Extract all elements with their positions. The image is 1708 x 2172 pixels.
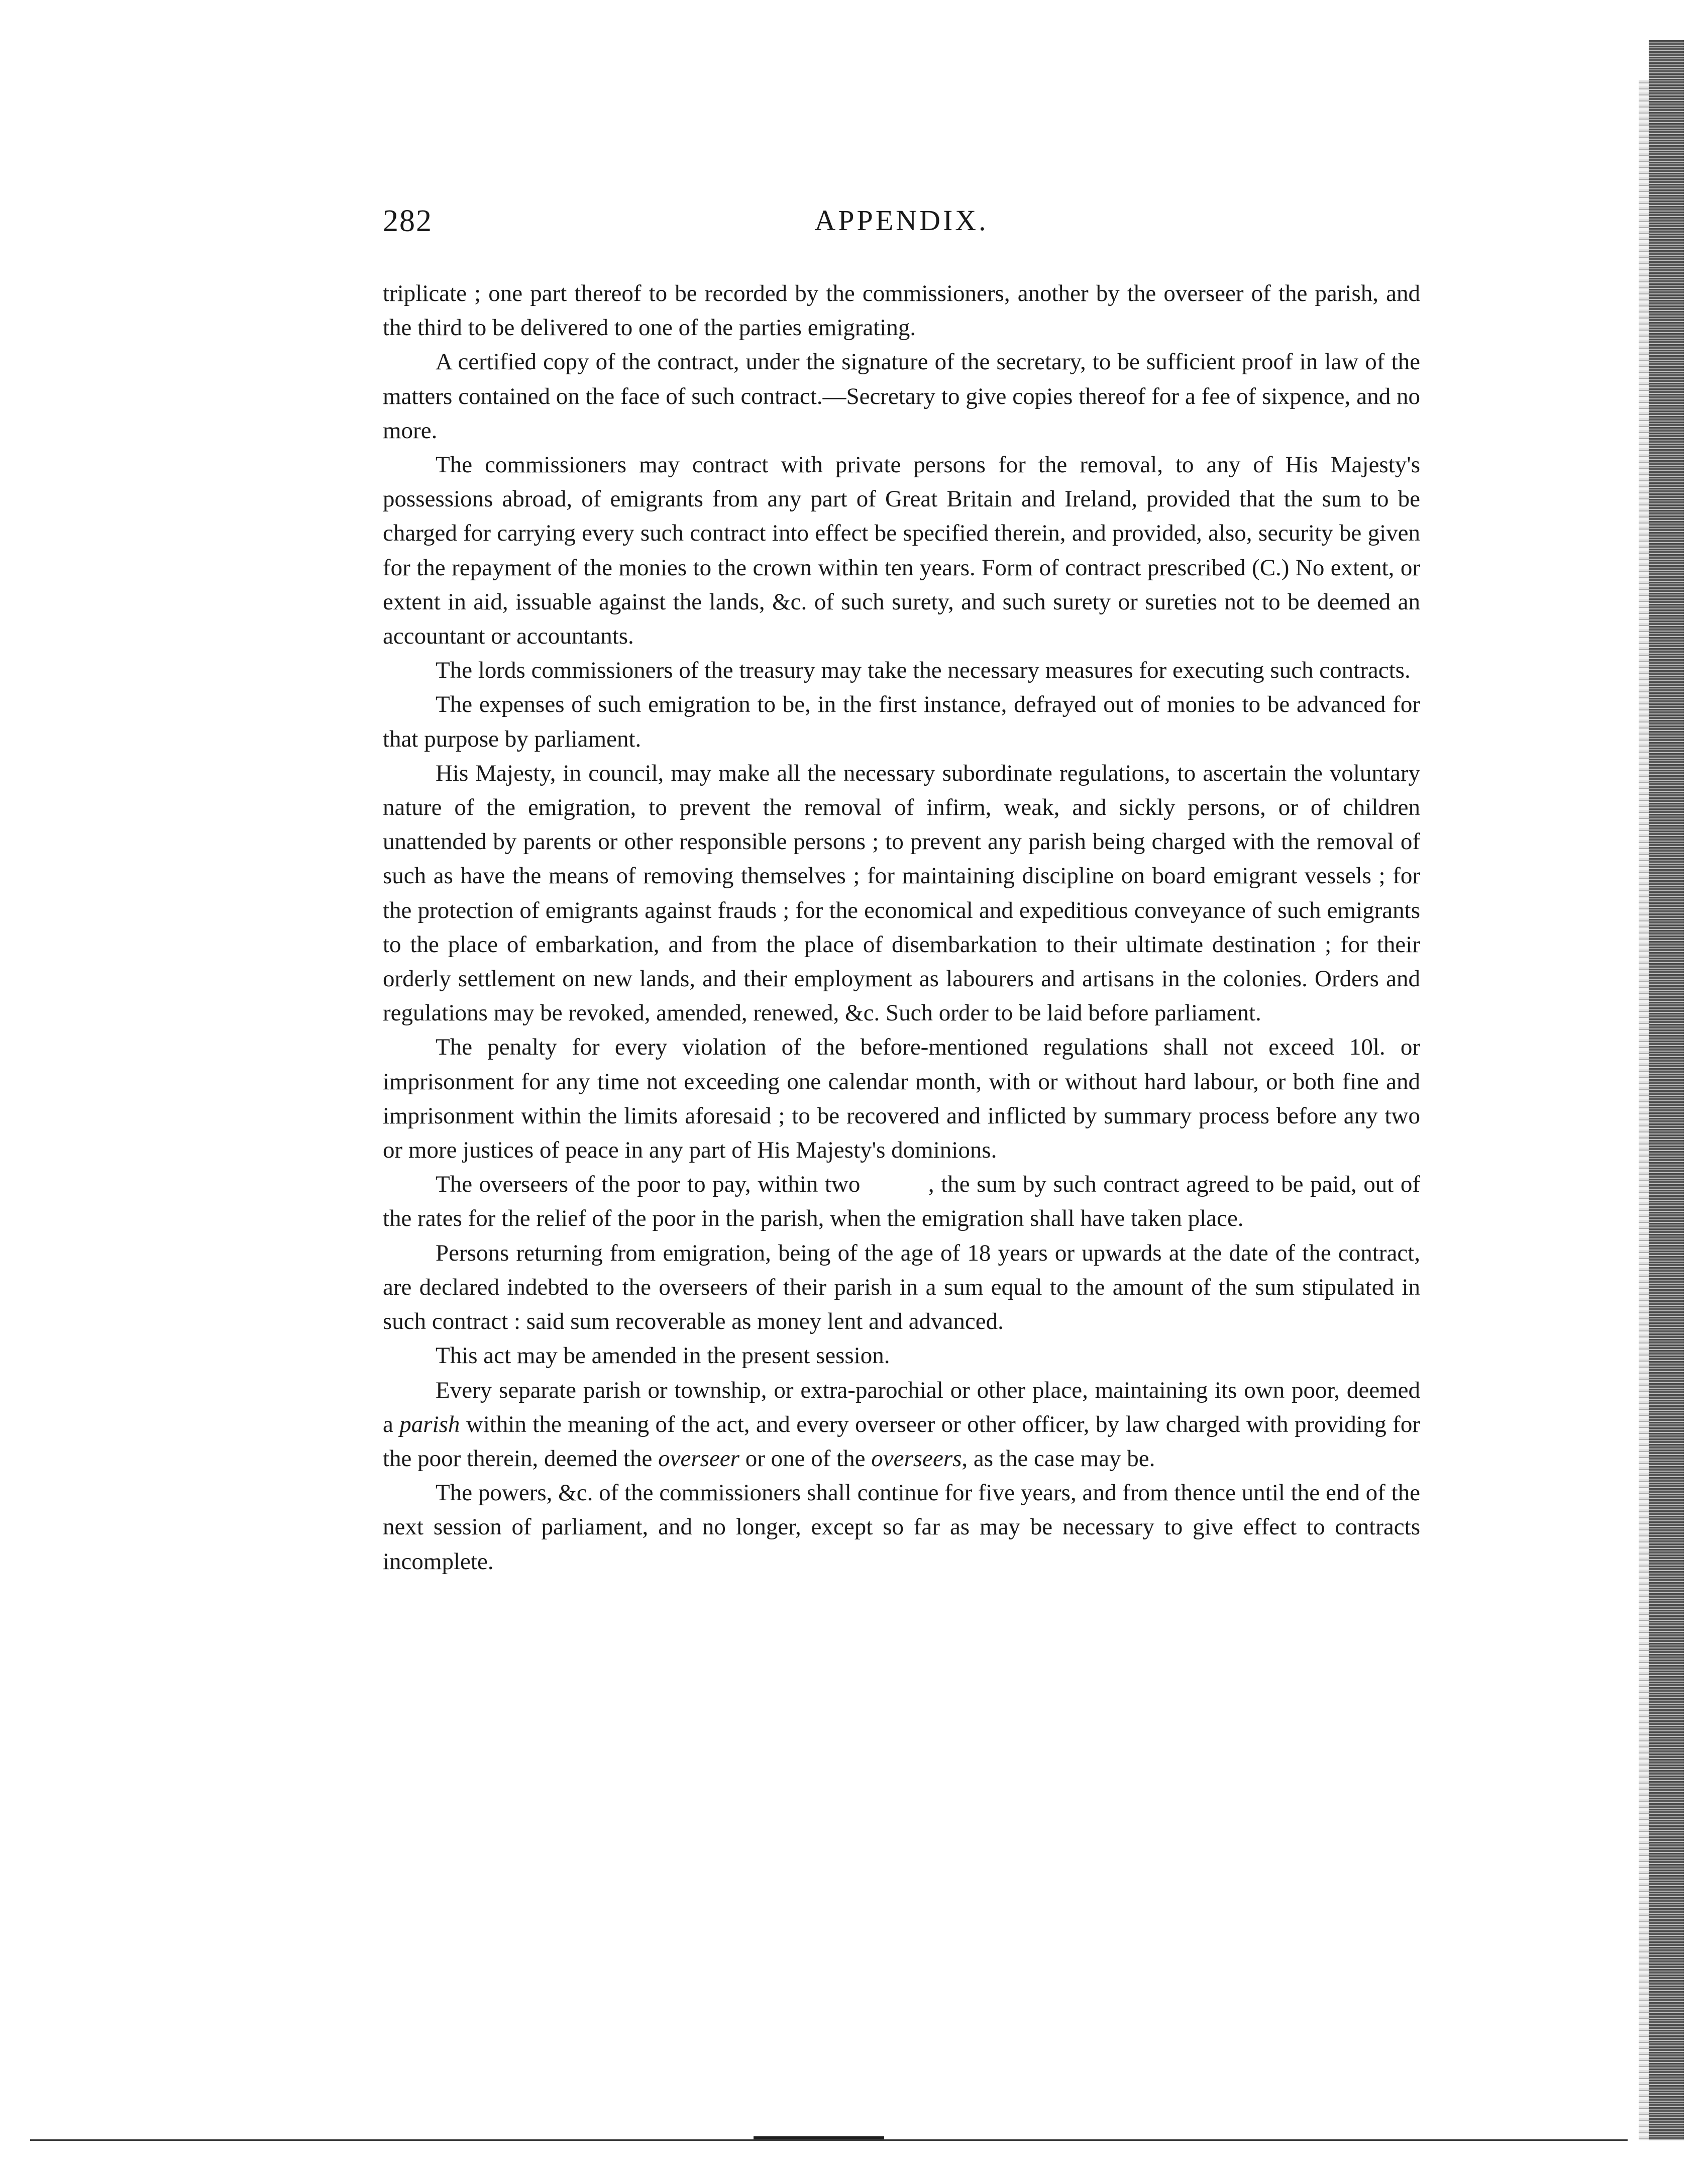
paragraph-continuation: triplicate ; one part thereof to be recorded by the commissioners, another by the overseer of the parish, and the third to be delivered to one of the parties emigrating.	[383, 280, 1420, 341]
paragraph-amendment: This act may be amended in the present session.	[436, 1342, 890, 1369]
paragraph-duration: The powers, &c. of the commissioners shall continue for five years, and from thence until the end of the next session of parliament, and no longer, except so far as may be necessary to give effect to contracts incomplete.	[383, 1480, 1420, 1575]
body-text	[383, 276, 1426, 1579]
term-overseer: overseer	[658, 1445, 739, 1472]
bottom-rule-mark	[754, 2136, 884, 2139]
paragraph-parish-definition	[383, 1373, 1420, 1476]
parish-definition-text: Every separate parish or township, or extra-parochial or other place, maintaining its own poor, deemed a	[383, 1377, 1420, 1437]
running-head	[383, 203, 1420, 249]
page-title: APPENDIX.	[814, 204, 989, 237]
page-number: 282	[383, 204, 433, 238]
page-edge-shadow	[1639, 80, 1650, 2140]
term-parish: parish	[399, 1411, 460, 1437]
parish-definition-text: or one of the	[739, 1445, 872, 1472]
parish-definition-text: within the meaning of the act, and every overseer or other officer, by law charged with providing for the poor therein, deemed the	[383, 1411, 1420, 1472]
paragraph-penalty: The penalty for every violation of the before-mentioned regulations shall not exceed 10l. or imprisonment for any time not exceeding one calendar month, with or without hard labour, or both fine and imprisonment within the limits aforesaid ; to be recovered and inflicted by summary process before any two or more justices of peace in any part of His Majesty's dominions.	[383, 1034, 1420, 1164]
paragraph-private-contracts: The commissioners may contract with private persons for the removal, to any of His Majesty's possessions abroad, of emigrants from any part of Great Britain and Ireland, provided that the sum to be charged for carrying every such contract into effect be specified therein, and provided, also, security be given for the repayment of the monies to the crown within ten years. Form of contract prescribed (C.) No extent, or extent in aid, issuable against the lands, &c. of such surety, and such surety or sureties not to be deemed an accountant or accountants.	[383, 452, 1420, 650]
parish-definition-text: , as the case may be.	[962, 1445, 1155, 1472]
paragraph-overseers-pay: The overseers of the poor to pay, within two , the sum by such contract agreed to be paid, out of the rates for the relief of the poor in the parish, when the emigration shall have taken place.	[383, 1171, 1426, 1232]
paragraph-treasury: The lords commissioners of the treasury may take the necessary measures for executing such contracts.	[436, 657, 1411, 684]
book-spine-edge	[1649, 40, 1684, 2140]
bottom-rule	[30, 2139, 1628, 2141]
paragraph-certified-copy: A certified copy of the contract, under the signature of the secretary, to be sufficient proof in law of the matters contained on the face of such contract.—Secretary to give copies thereof for a fee of sixpence, and no more.	[383, 349, 1420, 444]
paragraph-expenses: The expenses of such emigration to be, in the first instance, defrayed out of monies to be advanced for that purpose by parliament.	[383, 691, 1420, 752]
paragraph-regulations: His Majesty, in council, may make all the necessary subordinate regulations, to ascertain the voluntary nature of the emigration, to prevent the removal of infirm, weak, and sickly persons, or of children unattended by parents or other responsible persons ; to prevent any parish being charged with the removal of such as have the means of removing themselves ; for maintaining discipline on board emigrant vessels ; for the protection of emigrants against frauds ; for the economical and expeditious conveyance of such emigrants to the place of embarkation, and from the place of disembarkation to their ultimate destination ; for their orderly settlement on new lands, and their employment as labourers and artisans in the colonies. Orders and regulations may be revoked, amended, renewed, &c. Such order to be laid before parliament.	[383, 760, 1420, 1026]
paragraph-returning-emigrants: Persons returning from emigration, being of the age of 18 years or upwards at the date of the contract, are declared indebted to the overseers of their parish in a sum equal to the amount of the sum stipulated in such contract : said sum recoverable as money lent and advanced.	[383, 1239, 1420, 1335]
term-overseers: overseers	[871, 1445, 962, 1472]
